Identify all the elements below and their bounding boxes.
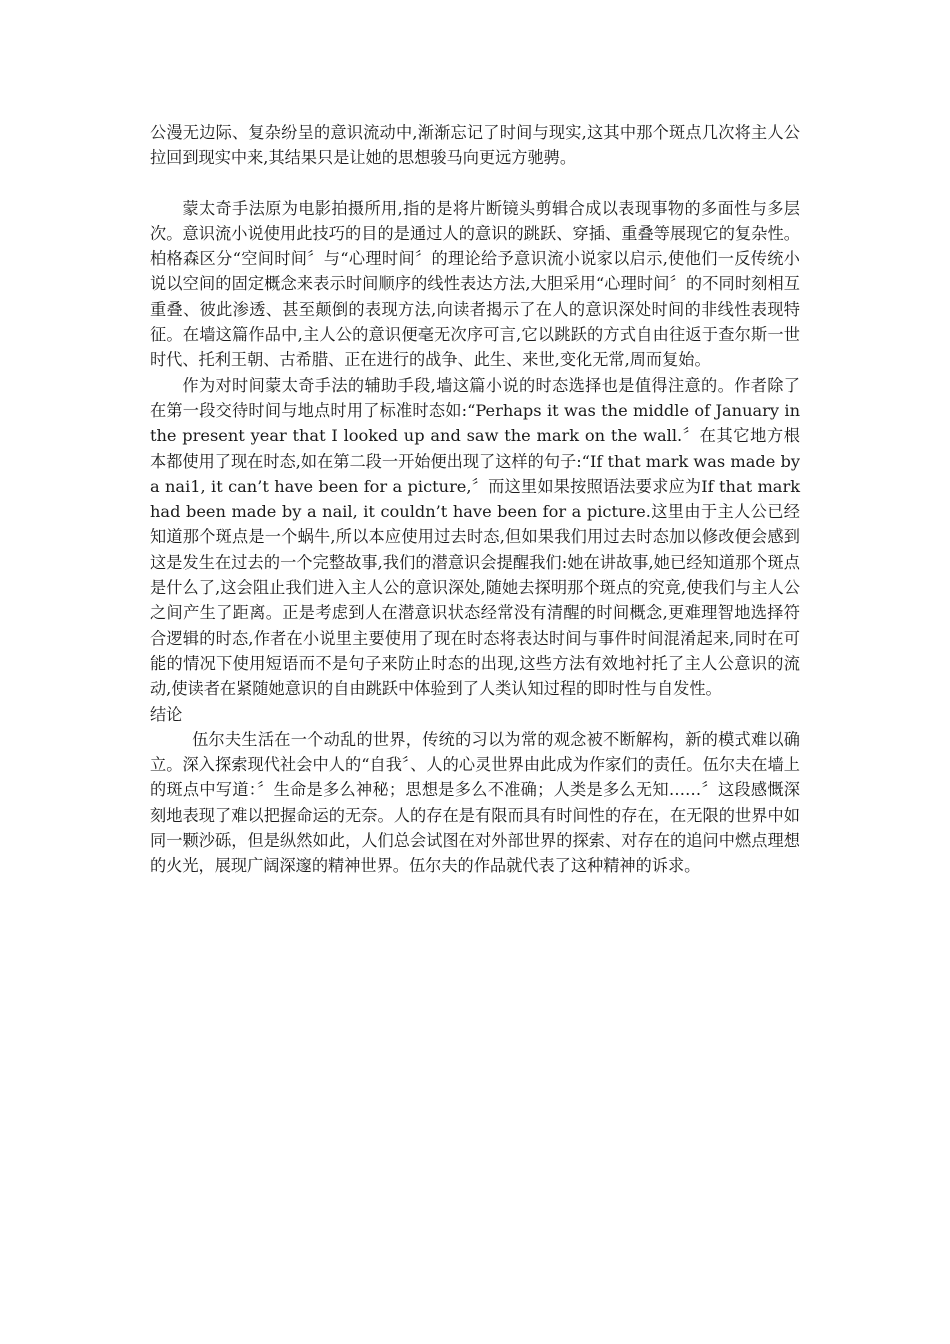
paragraph-tense: 作为对时间蒙太奇手法的辅助手段,墙这篇小说的时态选择也是值得注意的。作者除了在第一段交待时间与地点时用了标准时态如:“Perhaps it was the middle of January in the present year that I looked up and saw the mark on the wall.〞在其它地方根本都使用了现在时态,如在第二段一开始便出现了这样的句子:“If that mark was made by a nai1, it can’t have been for a picture,〞而这里如果按照语法要求应为If that mark had been made by a nail, it couldn’t have been for a picture.这里由于主人公已经知道那个斑点是一个蜗牛,所以本应使用过去时态,但如果我们用过去时态加以修改便会感到这是发生在过去的一个完整故事,我们的潜意识会提醒我们:她在讲故事,她已经知道那个斑点是什么了,这会阻止我们进入主人公的意识深处,随她去探明那个斑点的究竟,使我们与主人公之间产生了距离。正是考虑到人在潜意识状态经常没有清醒的时间概念,更难理智地选择符合逻辑的时态,作者在小说里主要使用了现在时态将表达时间与事件时间混淆起来,同时在可能的情况下使用短语而不是句子来防止时态的出现,这些方法有效地衬托了主人公意识的流动,使读者在紧随她意识的自由跳跃中体验到了人类认知过程的即时性与自发性。 bbox=[150, 375, 800, 699]
paragraph-continuation: 公漫无边际、复杂纷呈的意识流动中,渐渐忘记了时间与现实,这其中那个斑点几次将主人公拉回到现实中来,其结果只是让她的思想骏马向更远方驰骋。 bbox=[150, 123, 800, 168]
paragraph-spacer bbox=[150, 171, 800, 196]
section-heading-conclusion: 结论 bbox=[150, 704, 183, 724]
document-page bbox=[150, 120, 800, 879]
paragraph-conclusion: 伍尔夫生活在一个动乱的世界，传统的习以为常的观念被不断解构，新的模式难以确立。深入探索现代社会中人的“自我〞、人的心灵世界由此成为作家们的责任。伍尔夫在墙上的斑点中写道：〞生命是多么神秘；思想是多么不准确；人类是多么无知……〞这段感慨深刻地表现了难以把握命运的无奈。人的存在是有限而具有时间性的存在，在无限的世界中如同一颗沙砾，但是纵然如此，人们总会试图在对外部世界的探索、对存在的追问中燃点理想的火光，展现广阔深邃的精神世界。伍尔夫的作品就代表了这种精神的诉求。 bbox=[150, 729, 800, 876]
paragraph-montage: 蒙太奇手法原为电影拍摄所用,指的是将片断镜头剪辑合成以表现事物的多面性与多层次。意识流小说使用此技巧的目的是通过人的意识的跳跃、穿插、重叠等展现它的复杂性。柏格森区分“空间时间〞与“心理时间〞的理论给予意识流小说家以启示,使他们一反传统小说以空间的固定概念来表示时间顺序的线性表达方法,大胆采用“心理时间〞的不同时刻相互重叠、彼此渗透、甚至颠倒的表现方法,向读者揭示了在人的意识深处时间的非线性表现特征。在墙这篇作品中,主人公的意识便毫无次序可言,它以跳跃的方式自由往返于查尔斯一世时代、托利王朝、古希腊、正在进行的战争、此生、来世,变化无常,周而复始。 bbox=[150, 198, 800, 370]
